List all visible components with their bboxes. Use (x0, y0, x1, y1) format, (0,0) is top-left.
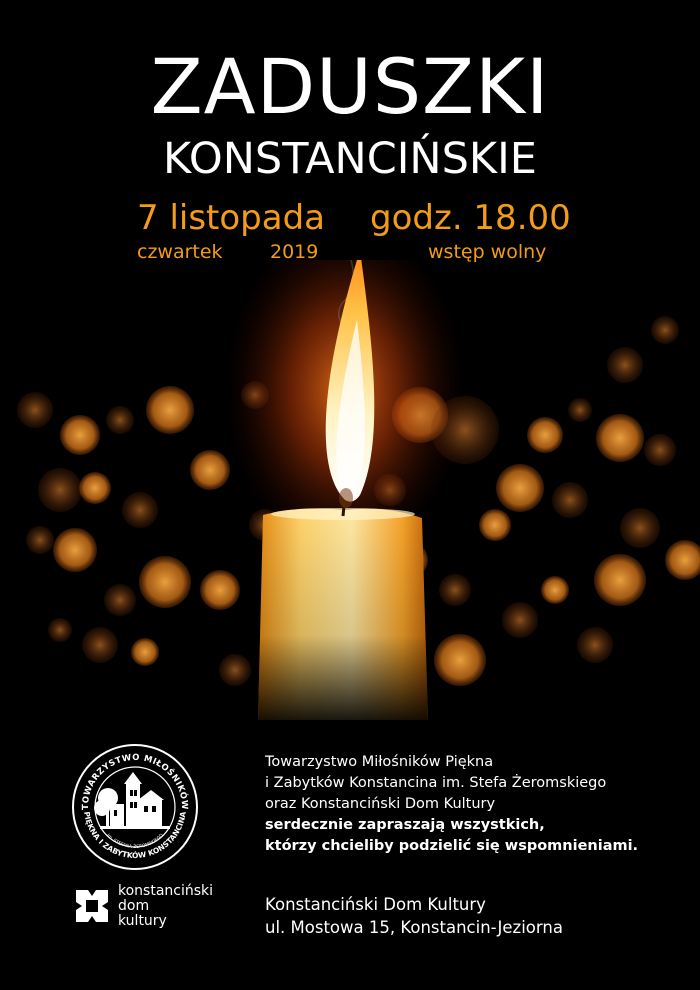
seal-text-top: TOWARZYSTWO MIŁOŚNIKÓW (80, 752, 190, 811)
event-day: czwartek (137, 241, 223, 263)
event-date: 7 listopada (137, 198, 326, 238)
title-line-1: ZADUSZKI (150, 42, 550, 131)
invitation-text (265, 752, 685, 857)
title-line-2: KONSTANCIŃSKIE (163, 134, 537, 184)
kdk-logo-icon (72, 886, 112, 926)
address-line-1: Konstanciński Dom Kultury (265, 895, 486, 914)
address-line-2: ul. Mostowa 15, Konstancin-Jeziorna (265, 918, 563, 937)
seal-text-inner: im. STEFANA ŻEROMSKIEGO (105, 833, 165, 851)
candle-illustration (0, 260, 700, 720)
invitation-line-5: którzy chcieliby podzielić się wspomnieniami. (265, 838, 639, 854)
event-entry: wstęp wolny (428, 241, 547, 263)
kdk-logo-text (118, 884, 213, 929)
event-time: godz. 18.00 (370, 198, 571, 238)
invitation-line-4: serdecznie zapraszają wszystkich, (265, 817, 545, 833)
address (265, 893, 685, 939)
society-seal-logo (70, 742, 200, 872)
kdk-word-2: dom (118, 898, 150, 914)
event-year: 2019 (270, 241, 319, 263)
kdk-word-1: konstanciński (118, 883, 214, 899)
kdk-word-3: kultury (118, 913, 167, 929)
invitation-line-1: Towarzystwo Miłośników Piękna (265, 754, 494, 770)
seal-text-bottom: PIĘKNA I ZABYTKÓW KONSTANCINA (82, 810, 188, 861)
invitation-line-3: oraz Konstanciński Dom Kultury (265, 796, 496, 812)
invitation-line-2: i Zabytków Konstancina im. Stefa Żeromskiego (265, 775, 607, 791)
